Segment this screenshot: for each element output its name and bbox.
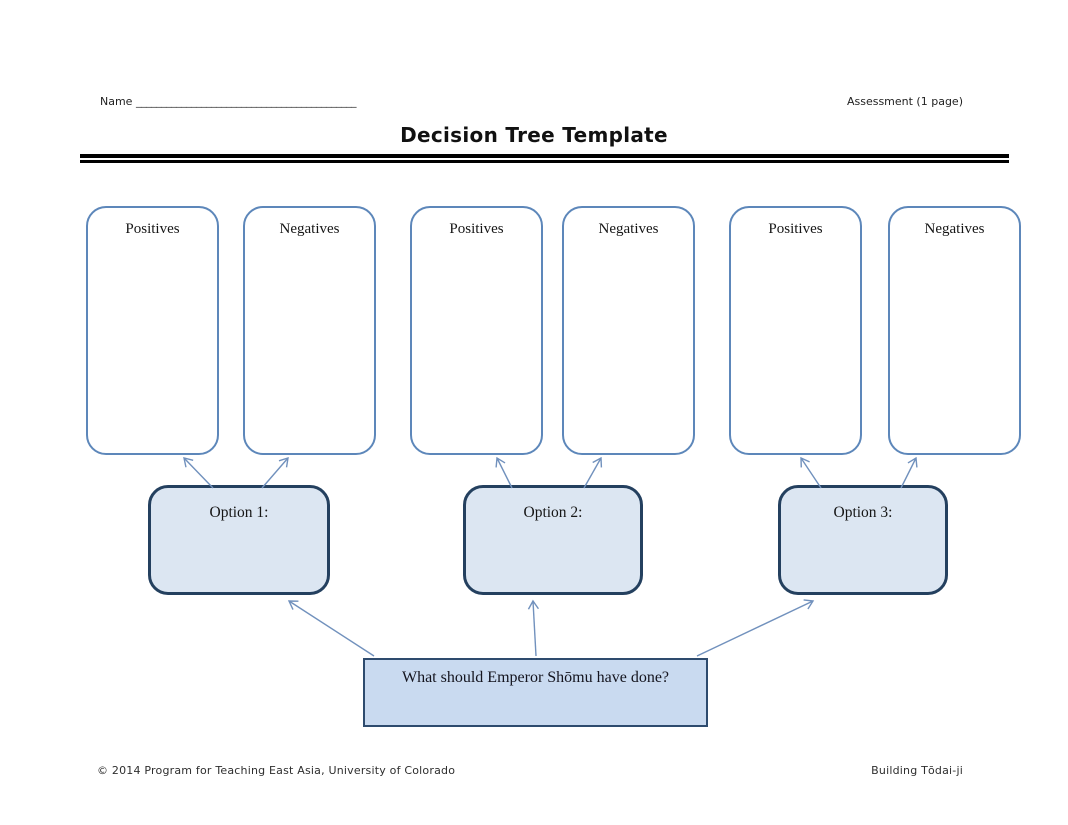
option-box-label: Option 2: bbox=[523, 504, 583, 521]
arrow-option1-to-positives1 bbox=[184, 458, 213, 488]
option-box-3 bbox=[778, 485, 948, 595]
title-divider-rule bbox=[80, 154, 1009, 163]
outcome-box-label: Negatives bbox=[924, 221, 985, 237]
question-box bbox=[363, 658, 708, 727]
outcome-box-positives-2 bbox=[410, 206, 543, 455]
outcome-box-label: Negatives bbox=[598, 221, 659, 237]
outcome-box-negatives-3 bbox=[888, 206, 1021, 455]
assessment-note: Assessment (1 page) bbox=[846, 95, 963, 108]
option-box-label: Option 3: bbox=[833, 504, 893, 521]
arrow-option3-to-negatives3 bbox=[901, 458, 916, 488]
arrow-option2-to-positives2 bbox=[497, 458, 512, 488]
arrow-question-to-option2 bbox=[533, 601, 536, 656]
name-label: Name bbox=[100, 95, 133, 108]
arrow-question-to-option3 bbox=[697, 601, 813, 656]
name-blank-line: ____________________________________________ bbox=[135, 95, 356, 108]
outcome-box-label: Negatives bbox=[279, 221, 340, 237]
question-text: What should Emperor Shōmu have done? bbox=[401, 669, 670, 686]
arrow-question-to-option1 bbox=[289, 601, 374, 656]
arrow-option2-to-negatives2 bbox=[584, 458, 601, 488]
outcome-box-label: Positives bbox=[768, 221, 823, 237]
outcome-box-negatives-2 bbox=[562, 206, 695, 455]
arrow-option1-to-negatives1 bbox=[262, 458, 288, 488]
option-box-2 bbox=[463, 485, 643, 595]
outcome-box-positives-3 bbox=[729, 206, 862, 455]
footer-unit-title: Building Tōdai-ji bbox=[871, 764, 963, 777]
option-box-label: Option 1: bbox=[209, 504, 269, 521]
arrow-option3-to-positives3 bbox=[801, 458, 821, 488]
name-line bbox=[100, 95, 356, 108]
page-title: Decision Tree Template bbox=[400, 123, 668, 147]
footer-copyright: © 2014 Program for Teaching East Asia, University of Colorado bbox=[97, 764, 456, 777]
outcome-box-positives-1 bbox=[86, 206, 219, 455]
outcome-box-label: Positives bbox=[125, 221, 180, 237]
outcome-box-negatives-1 bbox=[243, 206, 376, 455]
option-box-1 bbox=[148, 485, 330, 595]
outcome-box-label: Positives bbox=[449, 221, 504, 237]
